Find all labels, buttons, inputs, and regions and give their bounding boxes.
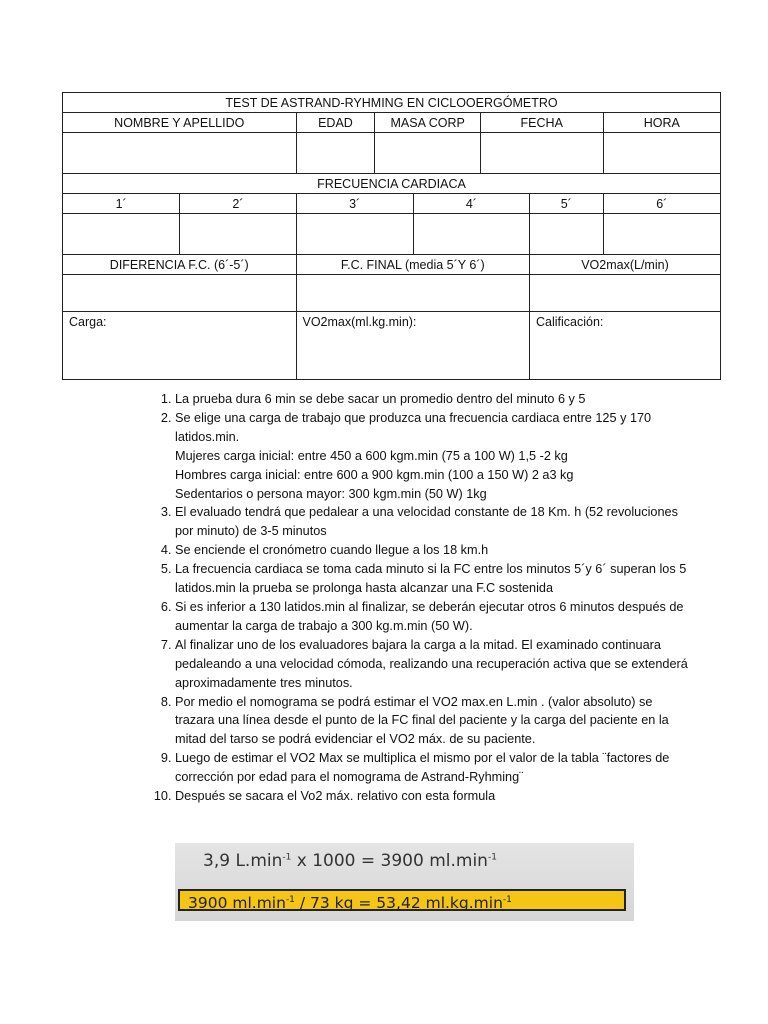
field-minute-2[interactable] <box>180 214 296 255</box>
formula-line-1: 3,9 $L.\min^{-1}$ x 1000 = 3900 $ml.\min^{-1}$ <box>203 851 497 871</box>
minute-2-label: 2´ <box>180 194 296 214</box>
minute-1-label: 1´ <box>63 194 180 214</box>
field-masa[interactable] <box>375 133 481 174</box>
carga-label: Carga: <box>69 315 107 329</box>
form-title: TEST DE ASTRAND-RYHMING EN CICLOOERGÓMETRO <box>63 93 721 113</box>
field-calificacion[interactable] <box>529 312 720 380</box>
step-5: 5. La frecuencia cardiaca se toma cada minuto si la FC entre los minutos 5´y 6´ superan los 5 latidos.min la prueba se prolonga hasta alcanzar una F.C sostenida <box>175 560 695 598</box>
header-fecha: FECHA <box>480 113 603 133</box>
vo2max-rel-label: VO2max(ml.kg.min): <box>302 315 417 329</box>
calificacion-label: Calificación: <box>535 315 604 329</box>
field-minute-6[interactable] <box>603 214 720 255</box>
header-edad: EDAD <box>296 113 375 133</box>
field-vo2max-rel[interactable] <box>296 312 529 380</box>
step-2: 2. Se elige una carga de trabajo que produzca una frecuencia cardiaca entre 125 y 170 latidos.min. Mujeres carga inicial: entre 450 a 600 kgm.min (75 a 100 W) 1,5 -2 kg Hombres carga inicial: entre 600 a 900 kgm.min (100 a 150 W) 2 a3 kg Sedentarios o persona mayor: 300 kgm.min (50 W) 1kg <box>175 409 695 504</box>
step-8: 8. Por medio el nomograma se podrá estimar el VO2 max.en L.min . (valor absoluto) se trazara una línea desde el punto de la FC final del paciente y la carga del paciente en la mitad del tarso se podrá evidenciar el VO2 máx. de su paciente. <box>175 693 695 750</box>
header-masa: MASA CORP <box>375 113 481 133</box>
header-hora: HORA <box>603 113 720 133</box>
field-diferencia-fc[interactable] <box>63 275 297 312</box>
field-minute-1[interactable] <box>63 214 180 255</box>
field-minute-4[interactable] <box>413 214 529 255</box>
step-1: 1. La prueba dura 6 min se debe sacar un promedio dentro del minuto 6 y 5 <box>175 390 695 409</box>
step-7: 7. Al finalizar uno de los evaluadores bajara la carga a la mitad. El examinado continuara pedaleando a una velocidad cómoda, realizando una recuperación activa que se extenderá aproximadamente tres minutos. <box>175 636 695 693</box>
step-4: 4. Se enciende el cronómetro cuando llegue a los 18 km.h <box>175 541 695 560</box>
instructions-list <box>143 390 695 806</box>
field-minute-3[interactable] <box>296 214 413 255</box>
step-3: 3. El evaluado tendrá que pedalear a una velocidad constante de 18 Km. h (52 revoluciones por minuto) de 3-5 minutos <box>175 503 695 541</box>
field-hora[interactable] <box>603 133 720 174</box>
step-6: 6. Si es inferior a 130 latidos.min al finalizar, se deberán ejecutar otros 6 minutos después de aumentar la carga de trabajo a 300 kg.m.min (50 W). <box>175 598 695 636</box>
field-carga[interactable] <box>63 312 297 380</box>
field-edad[interactable] <box>296 133 375 174</box>
minute-6-label: 6´ <box>603 194 720 214</box>
fc-title: FRECUENCIA CARDIACA <box>63 174 721 194</box>
formula-image <box>175 843 634 921</box>
minute-3-label: 3´ <box>296 194 413 214</box>
header-fc-final: F.C. FINAL (media 5´Y 6´) <box>296 255 529 275</box>
step-10: 10. Después se sacara el Vo2 máx. relativo con esta formula <box>175 787 695 806</box>
field-nombre[interactable] <box>63 133 297 174</box>
astrand-test-form <box>62 92 721 380</box>
header-nombre: NOMBRE Y APELLIDO <box>63 113 297 133</box>
minute-5-label: 5´ <box>529 194 603 214</box>
step-9: 9. Luego de estimar el VO2 Max se multiplica el mismo por el valor de la tabla ¨factores de corrección por edad para el nomograma de Astrand-Ryhming¨ <box>175 749 695 787</box>
header-vo2max-abs: VO2max(L/min) <box>529 255 720 275</box>
minute-4-label: 4´ <box>413 194 529 214</box>
field-fc-final[interactable] <box>296 275 529 312</box>
field-minute-5[interactable] <box>529 214 603 255</box>
field-vo2max-abs[interactable] <box>529 275 720 312</box>
header-diferencia-fc: DIFERENCIA F.C. (6´-5´) <box>63 255 297 275</box>
formula-line-2-highlighted: 3900 $ml.\min^{-1} / 73$ kg = 53,42 $ml.kg.\min^{-1}$ <box>178 889 626 911</box>
field-fecha[interactable] <box>480 133 603 174</box>
